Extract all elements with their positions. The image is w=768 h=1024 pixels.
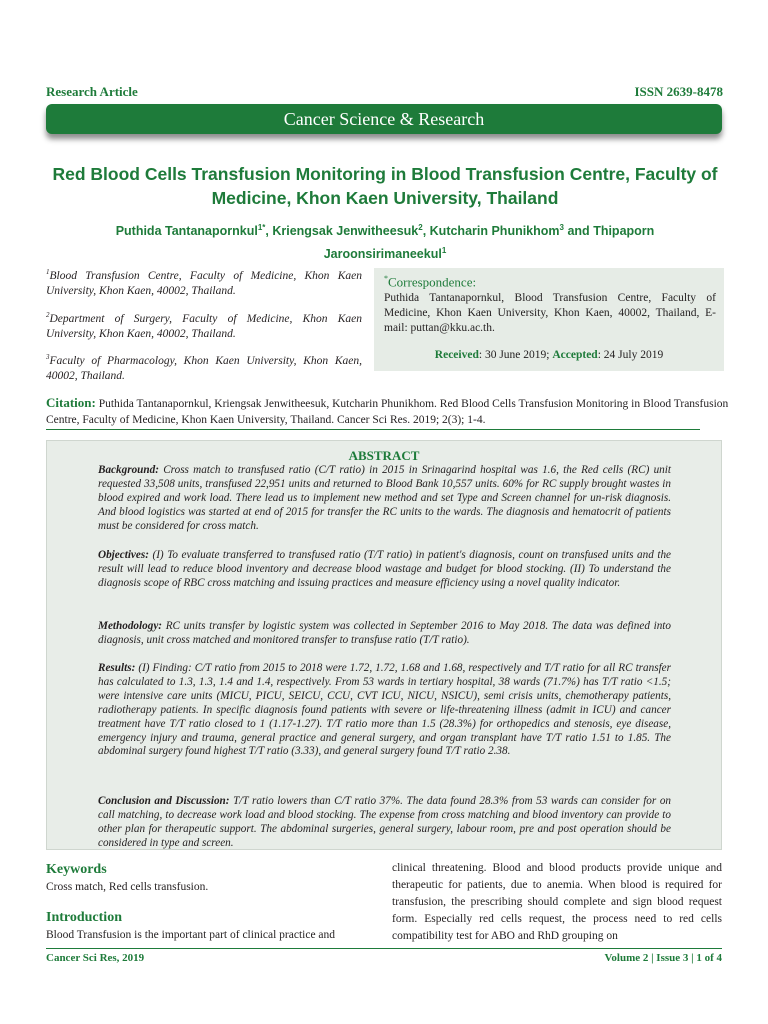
affiliation	[46, 350, 362, 384]
abstract-results: Results: (I) Finding: C/T ratio from 2015 to 2018 were 1.72, 1.72, 1.68 and 1.68, respectively and T/T ratio for all RC transfer has calculated to 1.3, 1.3, 1.4 and 1.4, respectively. From 53 wards in tertiary hospital, 38 wards (71.7%) has T/T ratio <1.5; were intensive care units (MICU, PICU, SEICU, CCU, CVT ICU, NICU, NSICU), semi crisis units, chemotherapy patients, radiotherapy patients. In specific diagnosis found patients with severe or life-threatening illness (admit in ICU) and cancer treatment have T/T ratio closed to 1 (1.17-1.27). T/T ratio more than 1.5 (28.3%) for orthopedics and stenosis, eye disease, emergency injury and trauma, general practice and general surgery, and organ transplant have T/T ratio 1.51 to 1.85. The abdominal surgery found highest T/T ratio (3.33), and general surgery found T/T ratio 2.38.	[98, 662, 671, 758]
paper-title: Red Blood Cells Transfusion Monitoring in Blood Transfusion Centre, Faculty of Medicine, Khon Kaen University, Thailand	[52, 164, 718, 208]
accepted-label: Accepted	[552, 349, 598, 361]
author-conjunction: and	[567, 224, 590, 239]
correspondence-text: Puthida Tantanapornkul, Blood Transfusion Centre, Faculty of Medicine, Khon Kaen University, Khon Kaen, 40002, Thailand, E-mail: puttan@kku.ac.th.	[384, 292, 716, 334]
footer-divider	[46, 948, 722, 949]
journal-banner: Cancer Science & Research	[46, 104, 722, 134]
footer-journal: Cancer Sci Res, 2019	[46, 952, 145, 964]
affiliation	[46, 308, 362, 342]
author-name: Kriengsak Jenwitheesuk	[272, 224, 419, 239]
correspondence-mark: *	[384, 274, 388, 283]
introduction-heading: Introduction	[46, 910, 122, 925]
author-name: Kutcharin Phunikhom	[429, 224, 560, 239]
issn: ISSN 2639-8478	[634, 84, 723, 99]
author-superscript: 2	[418, 223, 423, 232]
section-label: Conclusion and Discussion:	[98, 795, 230, 807]
author-superscript: 3	[559, 223, 564, 232]
divider	[46, 429, 700, 430]
body-column-right: clinical threatening. Blood and blood products provide unique and therapeutic for patients, due to anemia. When blood is required for transfusion, the prescribing should complete and sign blood request form. Especially red cells request, the process need to red cells compatibility test for ABO and RhD grouping on	[392, 862, 722, 942]
introduction-text: Blood Transfusion is the important part of clinical practice and	[46, 929, 336, 941]
affiliation-superscript: 1	[46, 268, 50, 276]
citation-label: Citation:	[46, 395, 96, 410]
received-date: : 30 June 2019;	[478, 349, 550, 361]
affiliation-superscript: 3	[46, 353, 50, 361]
affiliation-text: Department of Surgery, Faculty of Medicine, Khon Kaen University, Khon Kaen, 40002, Thailand.	[46, 312, 362, 340]
affiliation-text: Faculty of Pharmacology, Khon Kaen University, Khon Kaen, 40002, Thailand.	[46, 354, 362, 382]
author-name: Thipaporn Jaroonsirimaneekul	[323, 224, 655, 262]
footer-pagination: Volume 2 | Issue 3 | 1 of 4	[604, 952, 722, 964]
keywords-heading: Keywords	[46, 862, 107, 877]
abstract-methodology: Methodology: RC units transfer by logistic system was collected in September 2016 to May 2018. The data was defined into diagnosis, unit cross matched and monitored transfer to transfuse ratio (T/T ratio).	[98, 620, 671, 646]
section-label: Objectives:	[98, 549, 149, 561]
article-type: Research Article	[46, 84, 138, 99]
abstract-objectives: Objectives: (I) To evaluate transferred to transfused ratio (T/T ratio) in patient's diagnosis, count on transfused units and the result will lead to reduce blood inventory and decrease blood wastage and budget for blood stocking. (II) To understand the diagnosis scope of RBC cross matching and issuing practices and measure efficiency using a novel quality indicator.	[98, 549, 672, 589]
author-superscript: 1	[441, 246, 447, 256]
accepted-date: : 24 July 2019	[597, 349, 664, 361]
section-label: Methodology:	[98, 620, 163, 632]
affiliation-text: Blood Transfusion Centre, Faculty of Medicine, Khon Kaen University, Khon Kaen, 40002, Thailand.	[46, 269, 362, 297]
received-dates	[374, 349, 724, 361]
citation	[46, 395, 736, 428]
abstract-background: Background: Cross match to transfused ratio (C/T ratio) in 2015 in Srinagarind hospital was 1.6, the Red cells (RC) unit requested 33,508 units, transfused 22,951 units and returned to Blood Bank 10,557 units. 60% for RC supply brought wastes in blood expired and work load. There lead us to implement new method and set Type and Screen channel for un-risk diagnosis. And blood logistics was started at end of 2015 for transfer the RC units to the wards. The diagnosis and hematocrit of patients must be considered for cross match.	[98, 464, 671, 532]
citation-text: Puthida Tantanapornkul, Kriengsak Jenwitheesuk, Kutcharin Phunikhom. Red Blood Cells Transfusion Monitoring in Blood Transfusion Centre, Faculty of Medicine, Khon Kaen University, Thailand. Cancer Sci Res. 2019; 2(3); 1-4.	[46, 398, 729, 426]
author-list: Puthida Tantanapornkul$^{1*}$, Kriengsak Jenwitheesuk$^2$, Kutcharin Phunikhom$^3$ and Thipaporn Jaroonsirimaneekul$^1$	[115, 223, 655, 262]
affiliation	[46, 265, 362, 299]
section-label: Background:	[98, 464, 159, 476]
affiliation-superscript: 2	[46, 311, 50, 319]
received-label: Received	[434, 349, 479, 361]
keywords-text: Cross match, Red cells transfusion.	[46, 881, 209, 893]
section-label: Results:	[98, 662, 136, 674]
abstract-title: ABSTRACT	[348, 448, 420, 463]
author-superscript: 1*	[257, 223, 266, 232]
abstract-conclusion: Conclusion and Discussion: T/T ratio lowers than C/T ratio 37%. The data found 28.3% from 53 wards can consider for on call matching, to decrease work load and blood stocking. The expense from cross matching and blood inventory can provide to other plan for therapeutic support. The abdominal surgeries, general surgery, labour room, pre and post operation should be considered in type and screen.	[98, 795, 672, 849]
author-name: Puthida Tantanapornkul	[115, 224, 258, 239]
correspondence-title: *Correspondence:	[384, 274, 477, 290]
